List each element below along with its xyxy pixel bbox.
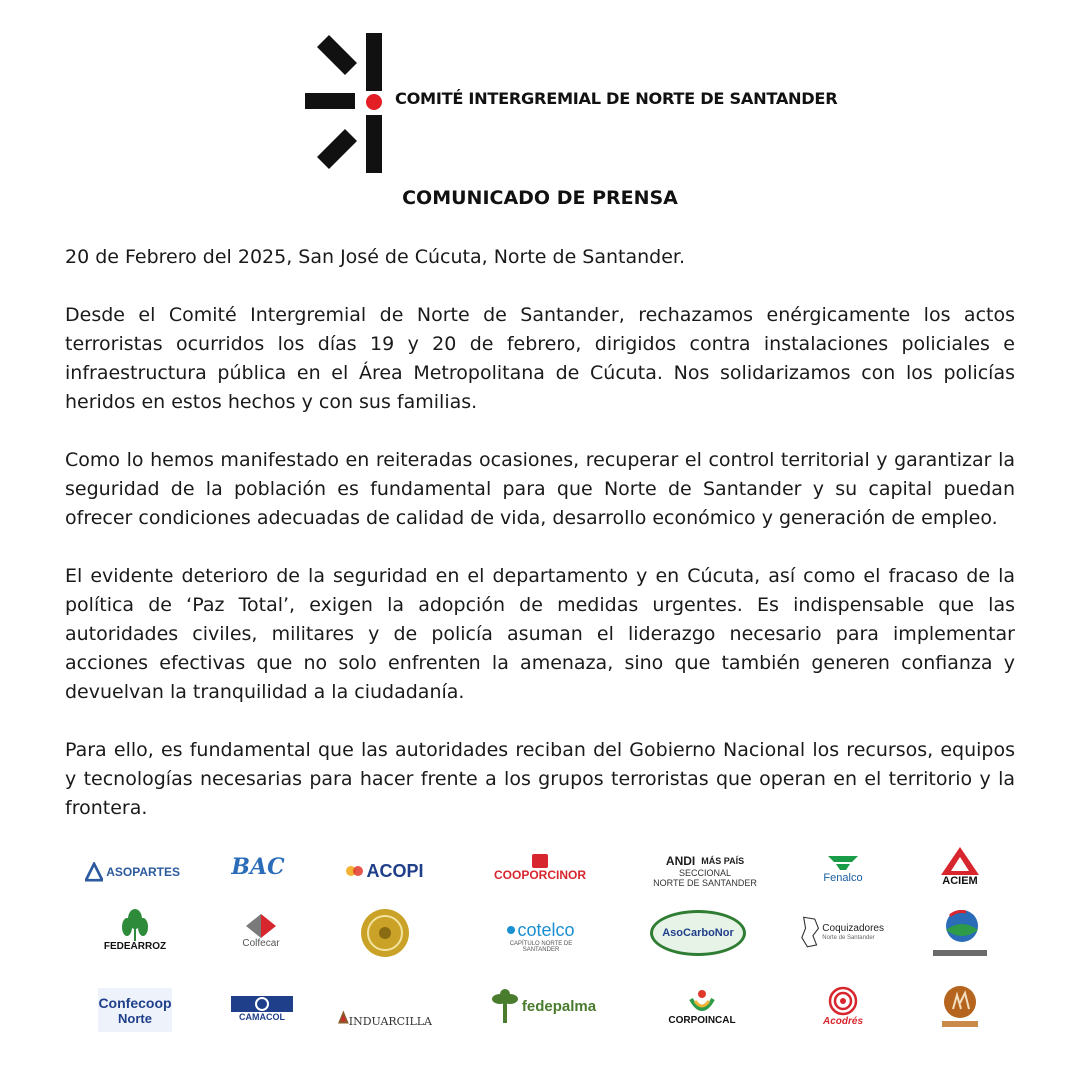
paragraph: El evidente deterioro de la seguridad en el departamento y en Cúcuta, así como el fracaso de la política de ‘Paz Total’, exigen la adopción de medidas urgentes. Es indispensable que las autoridades civiles, militares y de policía asuman el liderazgo necesario para implementar acciones efectivas que no solo enfrenten la amenaza, sino que también generen confianza y devuelvan la tranquilidad a la ciudadanía. [65,565,1015,703]
brown-seal-logo [940,982,980,1030]
fenalco-logo: Fenalco [812,846,874,892]
date-line: 20 de Febrero del 2025, San José de Cúcuta, Norte de Santander. [65,246,686,268]
acodres-logo: Acodrés [816,980,870,1032]
coquizadores-map-icon [800,914,820,950]
globe-logo [930,904,990,960]
asopartes-icon [85,862,103,882]
asocarbonor-logo: AsoCarboNor [650,906,746,960]
fedearroz-logo: FEDEARROZ [100,904,170,956]
cotelco-logo: cotelco CAPÍTULO NORTE DE SANTANDER [494,914,588,958]
camacol-logo: CAMACOL [230,992,294,1026]
gold-seal-logo [358,906,412,960]
letterhead [305,33,838,173]
bac-logo: BAC [231,854,285,880]
acopi-logo: ACOPI [340,854,430,888]
globe-icon [936,908,984,948]
asopartes-logo: ASOPARTES [85,852,180,892]
camacol-mark-icon [255,997,269,1011]
aciem-logo: ACIEM [935,844,985,890]
confecoop-logo: Confecoop Norte [98,988,172,1032]
cotelco-dot-icon [507,926,515,934]
colfecar-logo: Colfecar [232,906,290,956]
intergremial-starburst-logo-icon [305,33,385,173]
corpoincal-icon [687,989,717,1015]
coquizadores-logo: Coquizadores Norte de Santander [800,908,884,956]
paragraph: Como lo hemos manifestado en reiteradas ocasiones, recuperar el control territorial y garantizar la seguridad de la población es fundamental para que Norte de Santander y su capital puedan ofrecer condiciones adecuadas de calidad de vida, desarrollo económico y generación de empleo. [65,449,1015,529]
rice-plant-icon [120,909,150,941]
palm-icon [490,989,520,1023]
gold-seal-icon [360,908,410,958]
fenalco-icon [826,854,860,872]
brown-seal-icon [943,985,977,1019]
fedepalma-logo: fedepalma [488,986,598,1026]
cooporcinor-logo: COOPORCINOR [488,848,592,888]
andi-logo: ANDI MÁS PAÍS SECCIONAL NORTE DE SANTANDER [653,854,757,888]
colfecar-icon [246,914,276,938]
induarcilla-logo: INDUARCILLA [338,988,432,1028]
induarcilla-icon [338,1006,349,1028]
aciem-icon [941,847,979,875]
press-release-body [65,243,1015,852]
page-title: COMUNICADO DE PRENSA [402,187,678,209]
paragraph: Desde el Comité Intergremial de Norte de Santander, rechazamos enérgicamente los actos terroristas ocurridos los días 19 y 20 de febrero, dirigidos contra instalaciones policiales e infraestructura pública en el Área Metropolitana de Cúcuta. Nos solidarizamos con los policías heridos en estos hechos y con sus familias. [65,304,1015,413]
paragraph: Para ello, es fundamental que las autoridades reciban del Gobierno Nacional los recursos, equipos y tecnologías necesarias para hacer frente a los grupos terroristas que operan en el territorio y la frontera. [65,739,1015,819]
org-name: COMITÉ INTERGREMIAL DE NORTE DE SANTANDER [395,89,838,108]
corpoincal-logo: CORPOINCAL [664,982,740,1032]
acopi-icon [346,864,364,878]
acodres-spiral-icon [828,986,858,1016]
